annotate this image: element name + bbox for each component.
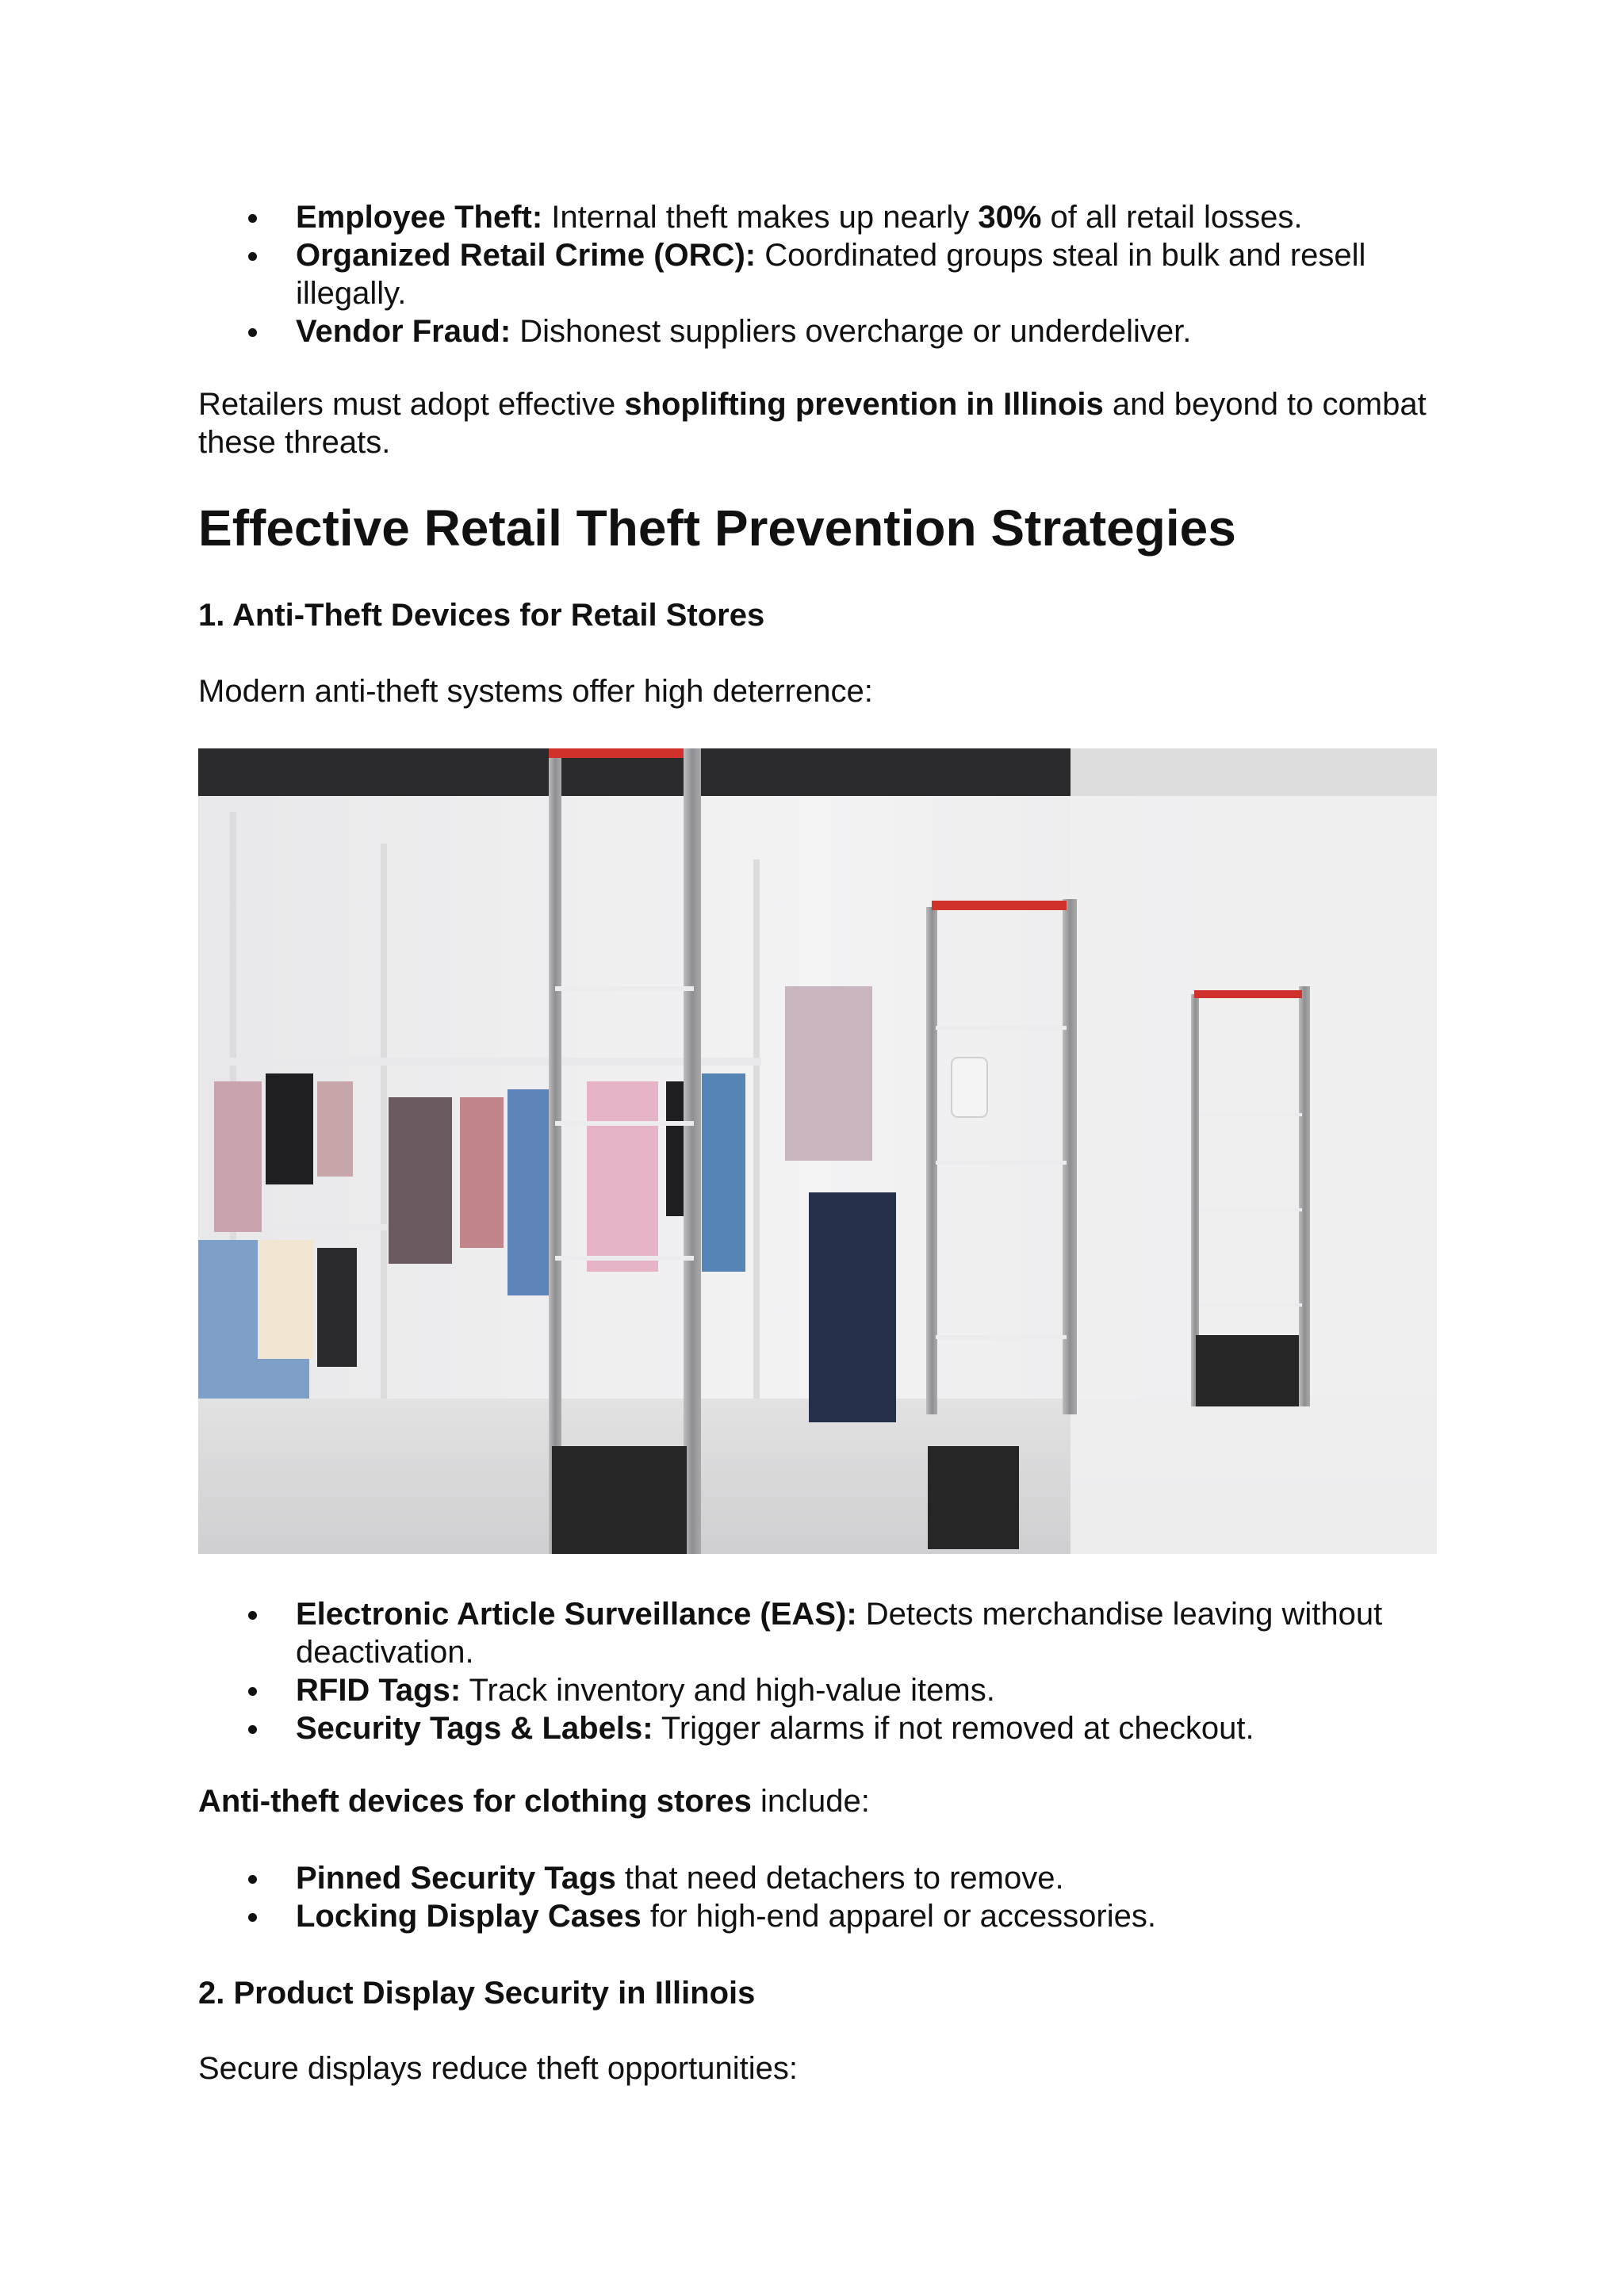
bullet-text: of all retail losses.: [1041, 200, 1303, 235]
list-item: [0, 1671, 1438, 1709]
bullet-text: Coordinated groups steal in bulk and resell illegally.: [296, 238, 1366, 311]
bullet-label: Pinned Security Tags: [296, 1861, 616, 1896]
threat-list: [0, 198, 1624, 350]
bullet-label: Security Tags & Labels:: [296, 1711, 653, 1746]
bullet-icon: [248, 1687, 257, 1696]
section-title: Effective Retail Theft Prevention Strategies: [198, 499, 1236, 557]
bullet-text: Dishonest suppliers overcharge or underdeliver.: [511, 314, 1192, 349]
bullet-label: Vendor Fraud:: [296, 314, 511, 349]
store-security-gates-photo: [198, 748, 1437, 1554]
clothing-keyword: Anti-theft devices for clothing stores: [198, 1784, 752, 1819]
bullet-label: Employee Theft:: [296, 200, 543, 235]
list-item: [0, 198, 1438, 236]
bullet-label: Locking Display Cases: [296, 1899, 642, 1934]
intro-keyword: shoplifting prevention in Illinois: [624, 387, 1104, 422]
device-list: [0, 1595, 1624, 1747]
bullet-text: Track inventory and high-value items.: [461, 1673, 995, 1708]
bullet-label: RFID Tags:: [296, 1673, 462, 1708]
list-item: [0, 236, 1438, 312]
bullet-icon: [248, 214, 257, 223]
list-item: [0, 312, 1438, 350]
bullet-text: Detects merchandise leaving without deactivation.: [296, 1597, 1383, 1670]
bullet-emphasis: 30%: [978, 200, 1042, 235]
clothing-list: [0, 1859, 1624, 1935]
subsection-lead: Secure displays reduce theft opportunities:: [198, 2051, 798, 2086]
list-item: [0, 1709, 1438, 1747]
subsection-heading: 2. Product Display Security in Illinois: [198, 1976, 756, 2011]
bullet-label: Electronic Article Surveillance (EAS):: [296, 1597, 857, 1632]
list-item: [0, 1897, 1438, 1935]
intro-paragraph: [198, 385, 1435, 461]
bullet-icon: [248, 1913, 257, 1922]
bullet-icon: [248, 1875, 257, 1884]
clothing-paragraph: [198, 1782, 1435, 1820]
list-item: [0, 1595, 1438, 1671]
bullet-text: that need detachers to remove.: [615, 1861, 1064, 1896]
subsection-heading: 1. Anti-Theft Devices for Retail Stores: [198, 598, 765, 633]
bullet-icon: [248, 328, 257, 337]
bullet-icon: [248, 252, 257, 261]
intro-text: Retailers must adopt effective: [198, 387, 625, 422]
intro-text: and beyond to combat these threats.: [198, 387, 1427, 460]
subsection-lead: Modern anti-theft systems offer high deterrence:: [198, 674, 873, 709]
bullet-icon: [248, 1725, 257, 1734]
bullet-text: Trigger alarms if not removed at checkout.: [653, 1711, 1254, 1746]
bullet-label: Organized Retail Crime (ORC):: [296, 238, 756, 273]
list-item: [0, 1859, 1438, 1897]
bullet-text: Internal theft makes up nearly: [542, 200, 979, 235]
bullet-icon: [248, 1611, 257, 1620]
clothing-text: include:: [751, 1784, 870, 1819]
bullet-text: for high-end apparel or accessories.: [641, 1899, 1156, 1934]
